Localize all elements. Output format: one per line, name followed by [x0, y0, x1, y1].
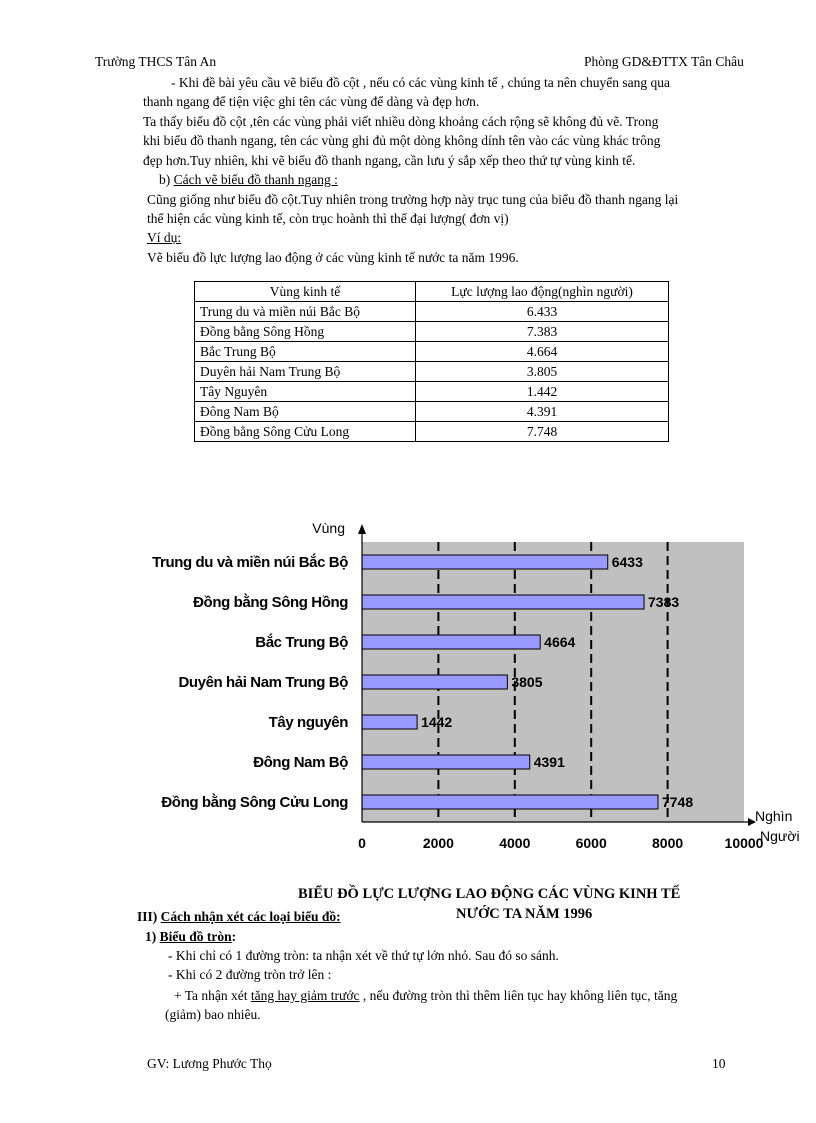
y-axis-label: Vùng	[312, 520, 345, 536]
category-label: Đông Nam Bộ	[253, 754, 348, 771]
category-label: Tây nguyên	[268, 714, 348, 731]
bar	[362, 715, 417, 729]
table-header-cell: Vùng kinh tế	[195, 282, 416, 302]
bar-value-label: 3805	[511, 674, 543, 690]
bar	[362, 675, 507, 689]
x-axis-label-line2: Người	[760, 828, 800, 844]
x-tick-label: 8000	[652, 835, 684, 851]
table-cell-value: 4.664	[416, 342, 669, 362]
example-label: Ví dụ:	[147, 230, 182, 245]
table-cell-value: 7.748	[416, 422, 669, 442]
body-line: - Khi có 2 đường tròn trở lên :	[168, 967, 332, 982]
table-cell-value: 7.383	[416, 322, 669, 342]
header-school: Trường THCS Tân An	[95, 54, 217, 69]
body-underlined: tăng hay giảm trước	[250, 988, 360, 1003]
bar	[362, 795, 658, 809]
table-row	[195, 402, 669, 422]
chart-title-line2: NƯỚC TA NĂM 1996	[456, 906, 593, 922]
x-tick-label: 10000	[724, 835, 764, 851]
table-cell-value: 4.391	[416, 402, 669, 422]
intro-line: Vẽ biểu đồ lực lượng lao động ở các vùng kinh tế nước ta năm 1996.	[147, 250, 519, 265]
y-axis-arrow	[358, 524, 366, 534]
category-label: Bắc Trung Bộ	[255, 634, 348, 651]
item-1-title: Biểu đồ tròn	[159, 929, 232, 944]
chart-title-line1: BIỂU ĐỒ LỰC LƯỢNG LAO ĐỘNG CÁC VÙNG KINH TẾ	[298, 886, 681, 902]
section-b-label: b)	[159, 172, 171, 187]
bar	[362, 755, 530, 769]
section-b-title: Cách vẽ biểu đồ thanh ngang :	[173, 172, 338, 187]
table-header-cell: Lực lượng lao động(nghìn người)	[416, 282, 669, 302]
x-axis-label-line1: Nghìn	[755, 808, 793, 824]
table-row	[195, 362, 669, 382]
category-label: Đồng bằng Sông Cửu Long	[161, 794, 348, 811]
body-text: + Ta nhận xét	[174, 988, 248, 1003]
header-office: Phòng GD&ĐTTX Tân Châu	[584, 54, 744, 69]
section-3-title: Cách nhận xét các loại biểu đồ:	[160, 909, 341, 924]
table-row	[195, 302, 669, 322]
table-header-row	[195, 282, 669, 302]
table-row	[195, 382, 669, 402]
bar-value-label: 1442	[421, 714, 453, 730]
table-cell-value: 6.433	[416, 302, 669, 322]
intro-line: khi biểu đồ thanh ngang, tên các vùng ghi đủ một dòng không dính tên vào các vùng khác trông	[143, 133, 661, 148]
table-cell-region: Đồng bằng Sông Hồng	[195, 322, 416, 342]
body-text: , nếu đường tròn thì thêm liên tục hay không liên tục, tăng	[362, 988, 678, 1003]
table-cell-region: Duyên hải Nam Trung Bộ	[195, 362, 416, 382]
body-line	[174, 987, 677, 1005]
table-cell-region: Đông Nam Bộ	[195, 402, 416, 422]
intro-line: - Khi đề bài yêu cầu vẽ biểu đồ cột , nếu có các vùng kinh tế , chúng ta nên chuyển sang qua	[171, 75, 670, 90]
intro-line: Cũng giống như biểu đồ cột.Tuy nhiên trong trường hợp này trục tung của biểu đồ thanh ngang lại	[147, 192, 679, 207]
table-row	[195, 422, 669, 442]
intro-line: thanh ngang để tiện việc ghi tên các vùng để dàng và đẹp hơn.	[143, 94, 480, 109]
item-1-colon: :	[231, 929, 237, 944]
table-row	[195, 342, 669, 362]
intro-line: thể hiện các vùng kinh tế, còn trục hoành thì thể đại lượng( đơn vị)	[147, 211, 509, 226]
x-tick-label: 6000	[575, 835, 607, 851]
bar-chart	[0, 510, 816, 870]
bar	[362, 555, 608, 569]
bar-value-label: 4391	[533, 754, 565, 770]
item-1-heading	[145, 928, 236, 946]
table-cell-value: 1.442	[416, 382, 669, 402]
category-label: Đồng bằng Sông Hồng	[193, 594, 348, 611]
data-table	[194, 281, 669, 442]
bar-value-label: 7383	[648, 594, 680, 610]
table-cell-region: Trung du và miền núi Bắc Bộ	[195, 302, 416, 322]
bar	[362, 595, 644, 609]
footer-teacher: GV: Lương Phước Thọ	[147, 1056, 272, 1071]
bar	[362, 635, 540, 649]
table-cell-region: Tây Nguyên	[195, 382, 416, 402]
intro-line: đẹp hơn.Tuy nhiên, khi vẽ biểu đồ thanh ngang, cần lưu ý sắp xếp theo thứ tự vùng kinh tế.	[143, 153, 636, 168]
category-label: Duyên hải Nam Trung Bộ	[178, 674, 348, 691]
x-tick-label: 0	[358, 835, 366, 851]
bar-value-label: 4664	[544, 634, 576, 650]
intro-line: Ta thấy biểu đồ cột ,tên các vùng phải viết nhiều dòng khoảng cách rộng sẽ không đủ vẽ. Trong	[143, 114, 659, 129]
table-cell-value: 3.805	[416, 362, 669, 382]
x-tick-label: 2000	[422, 835, 454, 851]
body-line: (giảm) bao nhiêu.	[165, 1007, 261, 1022]
table-cell-region: Bắc Trung Bộ	[195, 342, 416, 362]
category-label: Trung du và miền núi Bắc Bộ	[152, 554, 348, 571]
table-cell-region: Đồng bằng Sông Cửu Long	[195, 422, 416, 442]
table-row	[195, 322, 669, 342]
section-3-heading	[137, 908, 341, 926]
bar-value-label: 6433	[611, 554, 643, 570]
section-b-heading	[159, 171, 338, 189]
bar-value-label: 7748	[661, 794, 694, 810]
x-tick-label: 4000	[499, 835, 531, 851]
item-1-label: 1)	[145, 929, 157, 944]
page-number: 10	[712, 1056, 726, 1071]
body-line: - Khi chỉ có 1 đường tròn: ta nhận xét về thứ tự lớn nhỏ. Sau đó so sánh.	[168, 948, 559, 963]
section-3-label: III)	[137, 909, 158, 924]
